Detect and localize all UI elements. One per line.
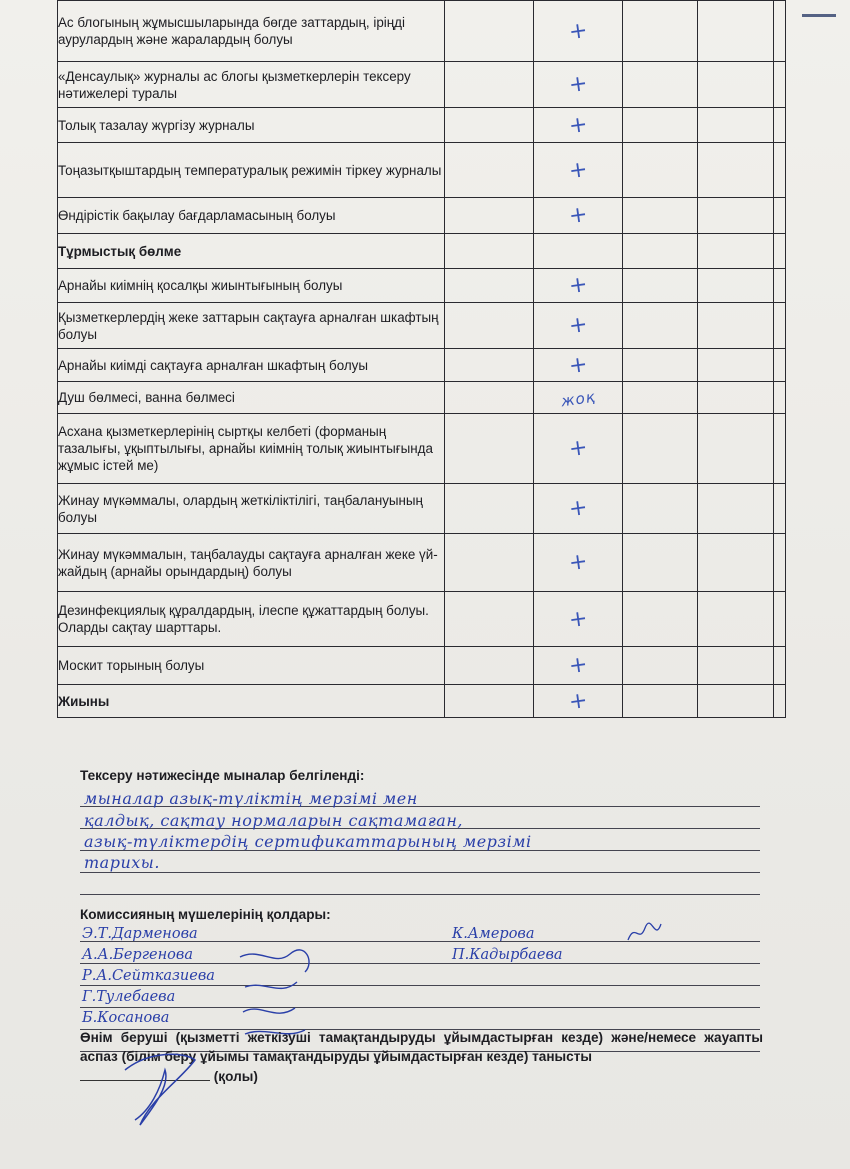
finding-line: қалдық, сақтау нормаларын сақтамаған, [84,811,463,830]
supplier-signature [110,1040,220,1130]
check-cell [445,269,534,303]
check-cell [623,484,698,534]
check-cell [534,1,623,62]
table-row [58,382,786,414]
section-label: Жиыны [58,685,445,718]
table-row [58,62,786,108]
check-cell [774,303,786,349]
check-cell [534,269,623,303]
check-cell [445,1,534,62]
check-cell [445,592,534,647]
check-cell [534,647,623,685]
check-cell [623,62,698,108]
check-cell [534,484,623,534]
check-cell [623,269,698,303]
check-cell [623,534,698,592]
check-cell [534,62,623,108]
row-label: Ас блогының жұмысшыларында бөгде заттардың, іріңді аурулардың және жаралардың болуы [58,1,445,62]
acknowledgement-text: Өнім беруші (қызметті жеткізуші тамақтандыруды ұйымдастырған кезде) және/немесе жауапты аспаз (білім беру ұйымы тамақтандыруды ұйымдастырған кезде) танысты [80,1030,763,1064]
check-cell [534,534,623,592]
check-cell [698,269,774,303]
check-cell [698,382,774,414]
row-label: Тоңазытқыштардың температуралық режимін тіркеу журналы [58,143,445,198]
check-cell [774,198,786,234]
check-mark: + [567,17,589,45]
table-row [58,534,786,592]
row-label: Қызметкерлердің жеке заттарын сақтауға арналған шкафтың болуы [58,303,445,349]
check-mark: + [567,548,589,577]
table-row [58,108,786,143]
section-row [58,234,786,269]
check-cell [774,1,786,62]
check-cell [445,198,534,234]
check-mark: жоқ [559,387,597,411]
check-mark: + [567,201,589,230]
check-cell [534,349,623,382]
check-cell [774,62,786,108]
row-label: Душ бөлмесі, ванна бөлмесі [58,382,445,414]
check-cell [623,592,698,647]
check-mark: + [567,111,589,139]
row-label: Өндірістік бақылау бағдарламасының болуы [58,198,445,234]
finding-line: тарихы. [84,853,160,872]
table-row [58,143,786,198]
check-mark: + [567,687,589,715]
check-cell [774,108,786,143]
finding-line: мыналар азық-түліктің мерзімі мен [84,789,418,808]
check-cell [445,647,534,685]
check-mark: + [567,311,589,340]
table-row [58,1,786,62]
signature-name: К.Амерова [452,926,535,942]
check-cell [534,198,623,234]
check-cell [698,349,774,382]
check-cell [623,685,698,718]
check-cell [698,143,774,198]
check-cell [698,62,774,108]
check-mark: + [567,494,589,523]
check-cell [623,647,698,685]
check-cell [774,414,786,484]
check-cell [445,349,534,382]
check-cell [774,382,786,414]
check-cell [534,382,623,414]
check-cell [698,234,774,269]
signature-name: А.А.Бергенова [82,947,193,963]
acknowledgement-suffix: (қолы) [213,1069,258,1084]
check-cell [774,592,786,647]
check-cell [623,198,698,234]
row-label: Жинау мүкәммалы, олардың жеткіліктілігі, таңбалануының болуы [58,484,445,534]
check-cell [445,534,534,592]
check-cell [774,647,786,685]
check-cell [774,143,786,198]
table-row [58,592,786,647]
table-row [58,269,786,303]
check-cell [623,108,698,143]
check-cell [534,143,623,198]
check-cell [774,685,786,718]
check-cell [774,234,786,269]
check-cell [698,303,774,349]
signature-name: Р.А.Сейтказиева [82,968,215,984]
check-cell [774,484,786,534]
check-cell [445,382,534,414]
check-cell [774,534,786,592]
check-cell [698,534,774,592]
section-label: Тұрмыстық бөлме [58,234,445,269]
check-cell [445,234,534,269]
check-cell [698,647,774,685]
signature-scribble [235,942,325,1042]
check-cell [623,303,698,349]
section-row [58,685,786,718]
check-cell [698,685,774,718]
check-cell [534,414,623,484]
check-cell [445,143,534,198]
row-label: Арнайы киімнің қосалқы жиынтығының болуы [58,269,445,303]
check-mark: + [567,156,589,184]
check-cell [698,198,774,234]
check-mark: + [567,271,589,300]
check-cell [623,1,698,62]
check-cell [534,303,623,349]
check-cell [698,1,774,62]
check-mark: + [567,70,589,99]
row-label: Арнайы киімді сақтауға арналған шкафтың болуы [58,349,445,382]
row-label: Москит торының болуы [58,647,445,685]
check-cell [698,108,774,143]
signature-name: П.Кадырбаева [452,947,563,963]
check-mark: + [567,434,589,463]
check-cell [774,349,786,382]
findings-title: Тексеру нәтижесінде мыналар белгіленді: [80,768,365,783]
finding-line: азық-түліктердің сертификаттарының мерзімі [84,832,532,851]
acknowledgement [80,1028,763,1086]
table-row [58,414,786,484]
findings-section [80,768,760,1052]
check-mark: + [567,351,589,379]
table-row [58,349,786,382]
check-mark: + [567,605,589,633]
table-row [58,484,786,534]
check-cell [445,484,534,534]
commission-title: Комиссияның мүшелерінің қолдары: [80,907,331,922]
check-cell [698,484,774,534]
check-cell [534,685,623,718]
signature-name: Г.Тулебаева [82,989,176,1005]
corner-mark [802,14,836,17]
check-cell [623,382,698,414]
check-cell [623,234,698,269]
check-cell [623,414,698,484]
signature-scribble [625,920,665,946]
row-label: Дезинфекциялық құралдардың, ілеспе құжаттардың болуы. Оларды сақтау шарттары. [58,592,445,647]
check-cell [445,685,534,718]
check-mark: + [567,651,589,680]
row-label: Толық тазалау жүргізу журналы [58,108,445,143]
check-cell [534,592,623,647]
check-cell [445,108,534,143]
check-cell [698,414,774,484]
check-cell [534,234,623,269]
table-row [58,303,786,349]
check-cell [698,592,774,647]
findings-lines [80,785,760,895]
check-cell [534,108,623,143]
row-label: «Денсаулық» журналы ас блогы қызметкерлерін тексеру нәтижелері туралы [58,62,445,108]
checklist-table [57,0,786,718]
check-cell [623,143,698,198]
signature-name: Э.Т.Дарменова [82,926,198,942]
check-cell [623,349,698,382]
check-cell [445,303,534,349]
table-row [58,647,786,685]
check-cell [445,414,534,484]
check-cell [445,62,534,108]
table-row [58,198,786,234]
check-cell [774,269,786,303]
row-label: Асхана қызметкерлерінің сыртқы келбеті (форманың тазалығы, ұқыптылығы, арнайы киімнің толық жиынтығында жұмыс істей ме) [58,414,445,484]
signature-name: Б.Косанова [82,1010,170,1026]
row-label: Жинау мүкәммалын, таңбалауды сақтауға арналған жеке үй-жайдың (арнайы орындардың) болуы [58,534,445,592]
